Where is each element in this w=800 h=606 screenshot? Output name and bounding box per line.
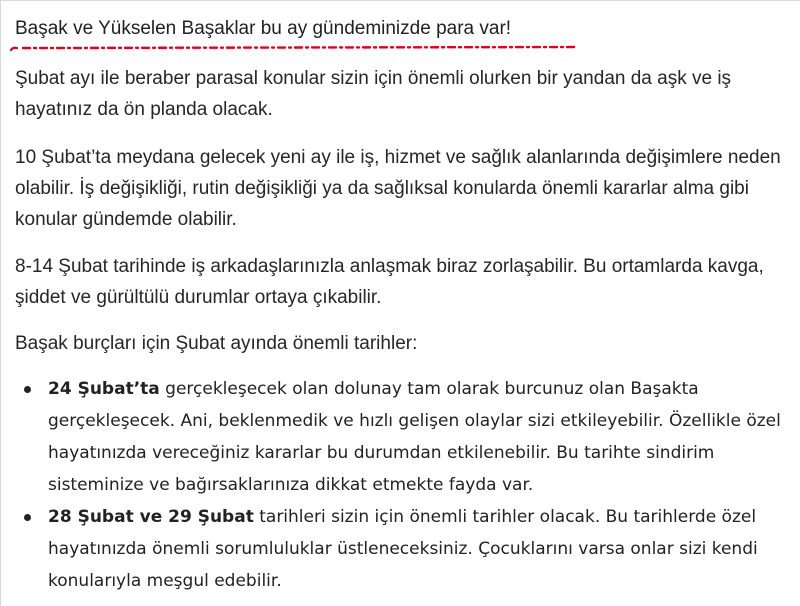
paragraph-intro: Şubat ayı ile beraber parasal konular sizin için önemli olurken bir yandan da aşk ve iş hayatınız da ön planda olacak.: [15, 68, 732, 120]
list-item-date: 28 Şubat ve 29 Şubat: [48, 507, 254, 527]
paragraph-dates-intro: Başak burçları için Şubat ayında önemli tarihler:: [15, 333, 418, 354]
article-heading: Başak ve Yükselen Başaklar bu ay gündeminizde para var!: [15, 18, 512, 39]
list-item-text: gerçekleşecek olan dolunay tam olarak burcunuz olan Başakta gerçekleşecek. Ani, beklenmedik ve hızlı gelişen olaylar sizi etkileyebilir. Özellikle özel hayatınızda vereceğiniz kararlar bu durumdan etkilenebilir. Bu tarihte sindirim sisteminize ve bağırsaklarınıza dikkat etmekte fayda var.: [48, 379, 781, 495]
bullet-icon: [24, 386, 31, 393]
paragraph-coworkers: 8-14 Şubat tarihinde iş arkadaşlarınızla anlaşmak biraz zorlaşabilir. Bu ortamlarda kavga, şiddet ve gürültülü durumlar ortaya çıkabilir.: [15, 256, 764, 308]
list-item: [23, 373, 783, 501]
paragraph-new-moon: 10 Şubat’ta meydana gelecek yeni ay ile iş, hizmet ve sağlık alanlarında değişimlere neden olabilir. İş değişikliği, rutin değişikliği ya da sağlıksal konularda önemli kararlar alma gibi konular gündemde olabilir.: [15, 147, 781, 230]
important-dates-list: [23, 373, 783, 597]
bullet-icon: [24, 514, 31, 521]
list-item: [23, 501, 783, 597]
red-dashed-underline: [9, 44, 581, 54]
heading-wrap: [15, 17, 511, 41]
list-item-date: 24 Şubat’ta: [48, 379, 160, 399]
list-item-text: tarihleri sizin için önemli tarihler olacak. Bu tarihlerde özel hayatınızda önemli sorumluluklar üstleneceksiniz. Çocuklarını varsa onlar sizi kendi konularıyla meşgul edebilir.: [48, 507, 758, 591]
